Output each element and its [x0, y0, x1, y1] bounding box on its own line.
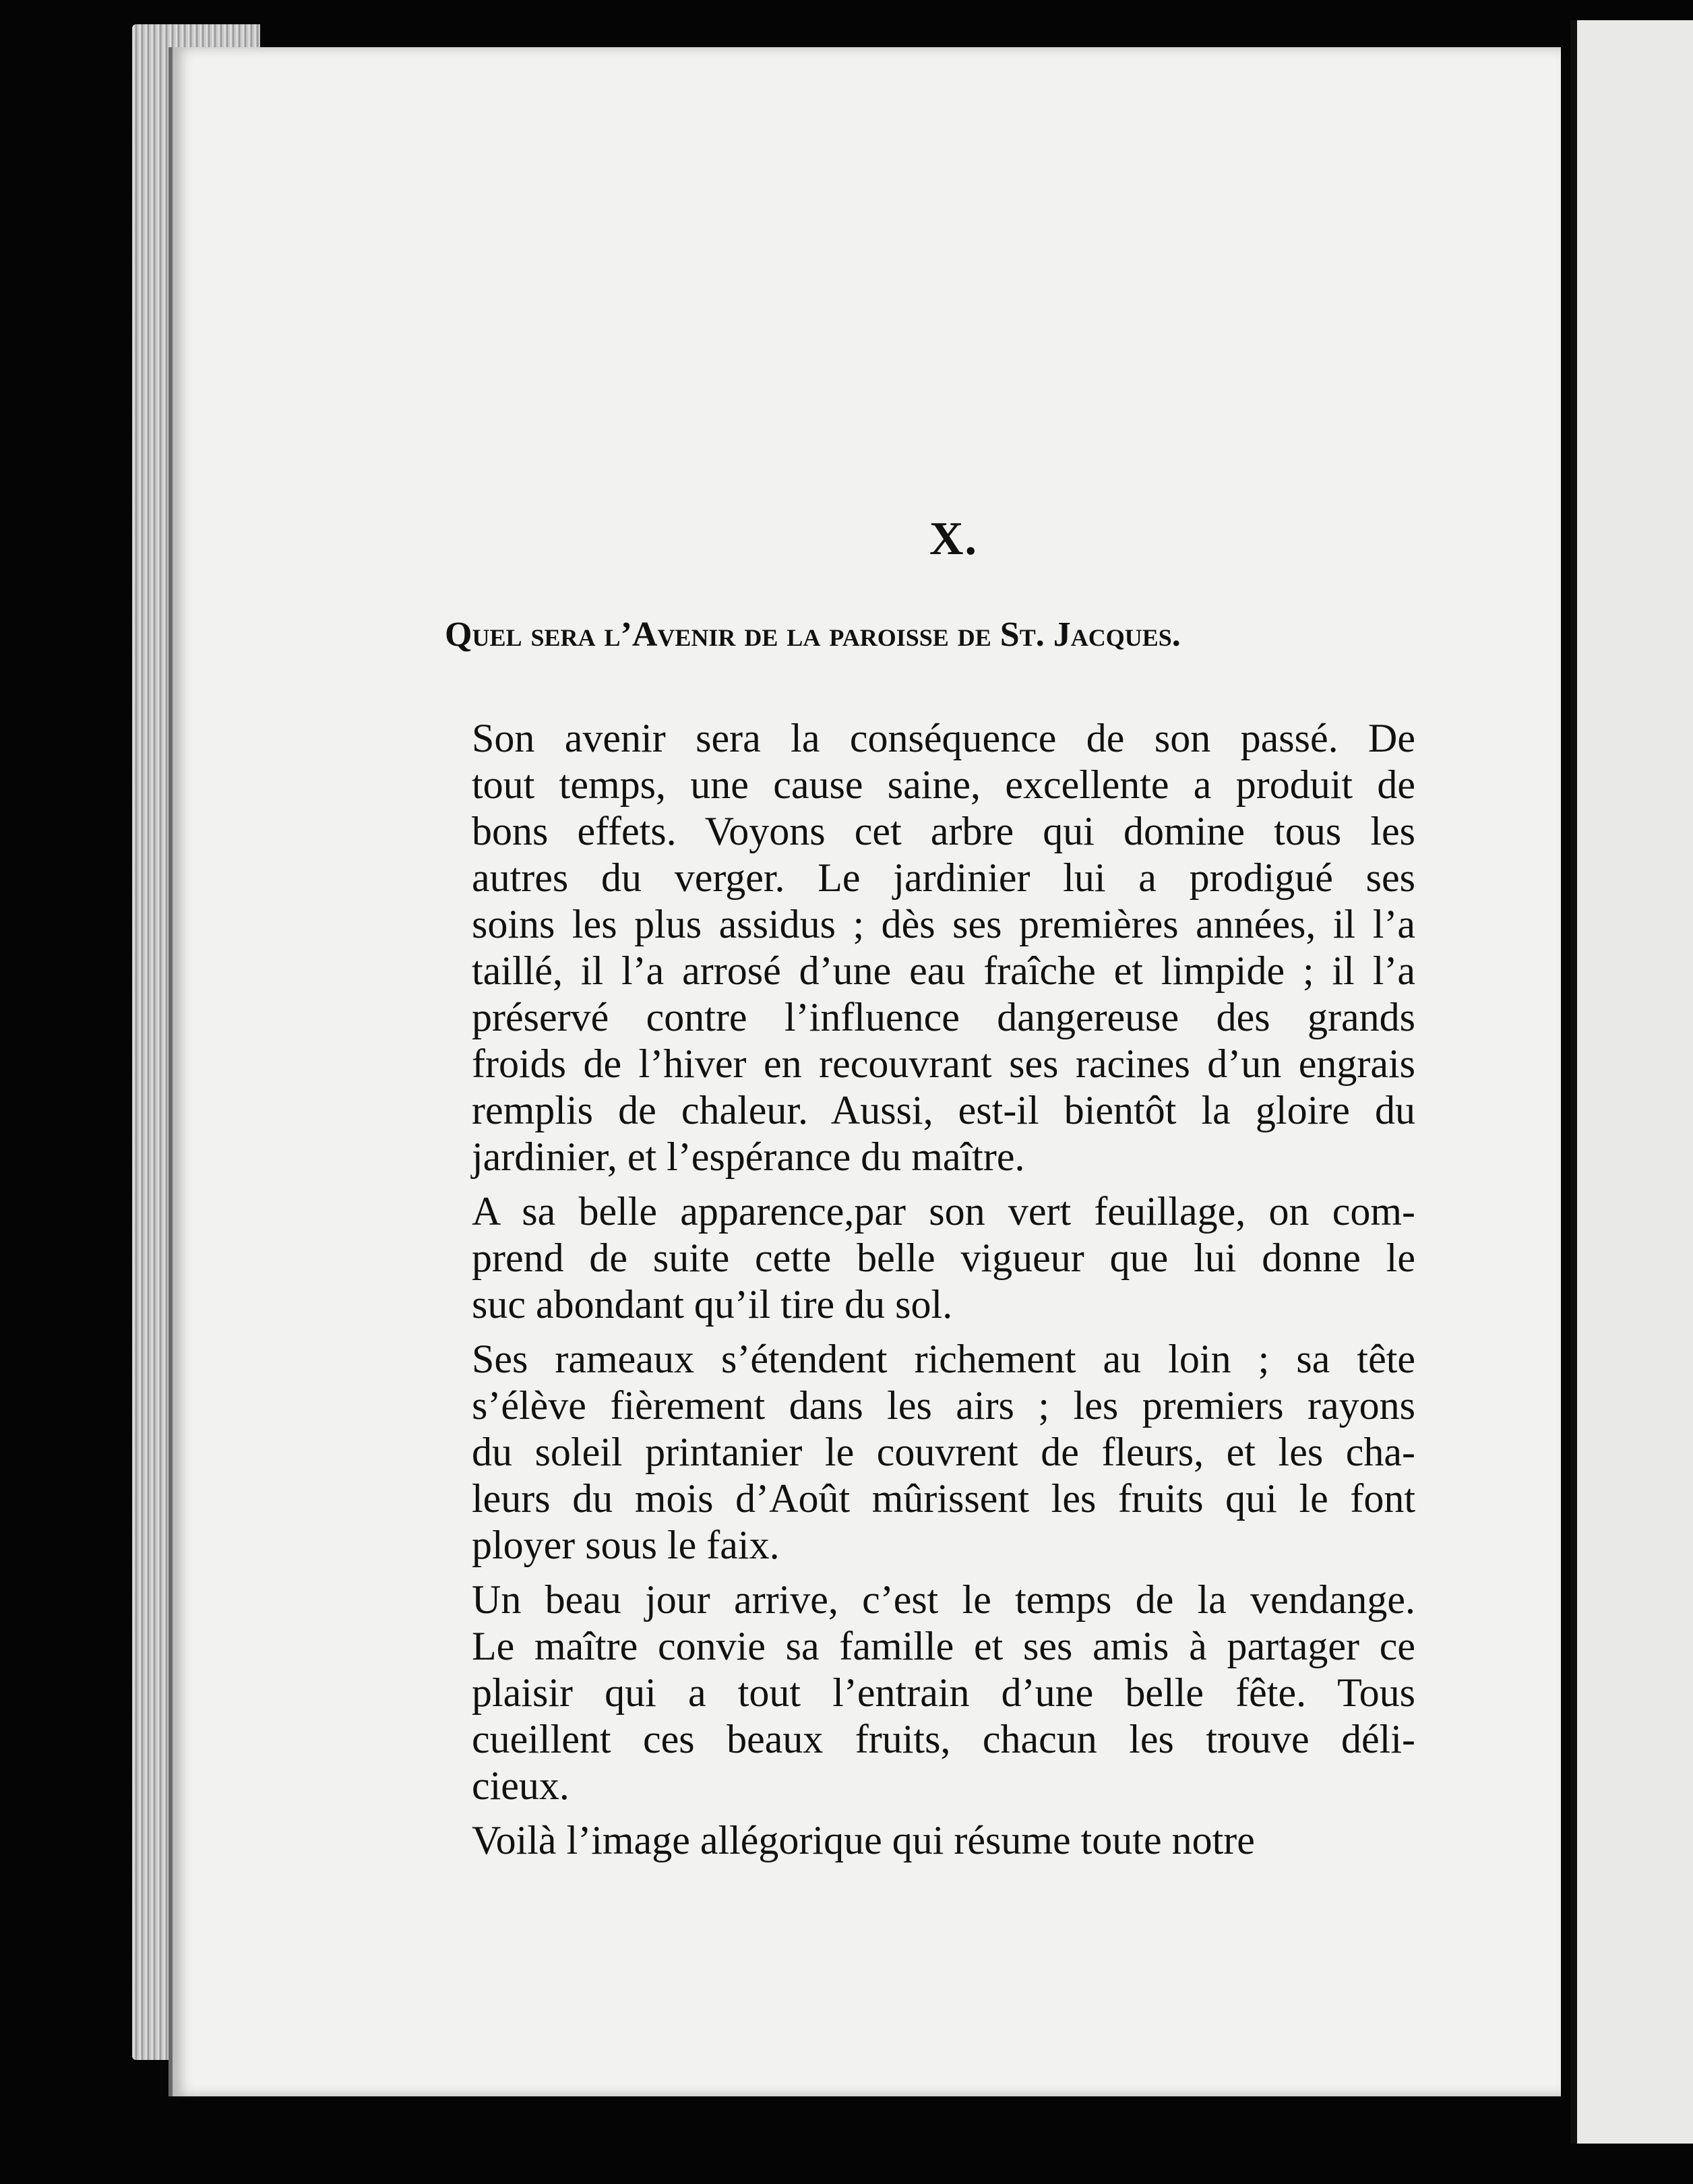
text-line: Un beau jour arrive, c’est le temps de la vendange.	[472, 1577, 1415, 1622]
text-line: préservé contre l’influence dangereuse des grands	[472, 995, 1415, 1039]
text-line: suc abondant qu’il tire du sol.	[472, 1282, 953, 1327]
paragraph	[445, 1188, 1415, 1328]
text-line: cieux.	[472, 1763, 570, 1808]
facing-page-edge	[1570, 20, 1693, 2144]
page-content	[445, 512, 1415, 1872]
text-line: Ses rameaux s’étendent richement au loin ; sa tête	[472, 1337, 1415, 1381]
section-title: Quel sera l’Avenir de la paroisse de St. Jacques.	[445, 615, 1181, 654]
text-line: bons effets. Voyons cet arbre qui domine tous les	[472, 809, 1415, 853]
text-line: Le maître convie sa famille et ses amis à partager ce	[472, 1624, 1415, 1668]
text-line: cueillent ces beaux fruits, chacun les trouve déli-	[472, 1717, 1415, 1761]
text-line: remplis de chaleur. Aussi, est-il bientôt la gloire du	[472, 1088, 1415, 1132]
section-number: X.	[929, 513, 979, 565]
text-line: s’élève fièrement dans les airs ; les premiers rayons	[472, 1383, 1415, 1428]
text-line: du soleil printanier le couvrent de fleurs, et les cha-	[472, 1430, 1415, 1474]
text-line: taillé, il l’a arrosé d’une eau fraîche et limpide ; il l’a	[472, 948, 1415, 993]
text-line: jardinier, et l’espérance du maître.	[472, 1134, 1025, 1179]
text-line: ployer sous le faix.	[472, 1523, 780, 1567]
text-line: froids de l’hiver en recouvrant ses racines d’un engrais	[472, 1041, 1415, 1086]
paragraph	[445, 1817, 1415, 1864]
paragraph	[445, 715, 1415, 1180]
body-text	[445, 715, 1415, 1864]
text-line: Son avenir sera la conséquence de son passé. De	[472, 716, 1415, 760]
text-line: leurs du mois d’Août mûrissent les fruits qui le font	[472, 1476, 1415, 1521]
paragraph	[445, 1577, 1415, 1809]
text-line: tout temps, une cause saine, excellente a produit de	[472, 762, 1415, 807]
paragraph	[445, 1336, 1415, 1569]
text-line: soins les plus assidus ; dès ses premières années, il l’a	[472, 902, 1415, 946]
text-line: plaisir qui a tout l’entrain d’une belle fête. Tous	[472, 1670, 1415, 1715]
text-line: A sa belle apparence,par son vert feuillage, on com-	[472, 1189, 1415, 1234]
text-line: Voilà l’image allégorique qui résume toute notre	[472, 1818, 1255, 1862]
text-line: autres du verger. Le jardinier lui a prodigué ses	[472, 855, 1415, 900]
text-line: prend de suite cette belle vigueur que lui donne le	[472, 1236, 1415, 1280]
